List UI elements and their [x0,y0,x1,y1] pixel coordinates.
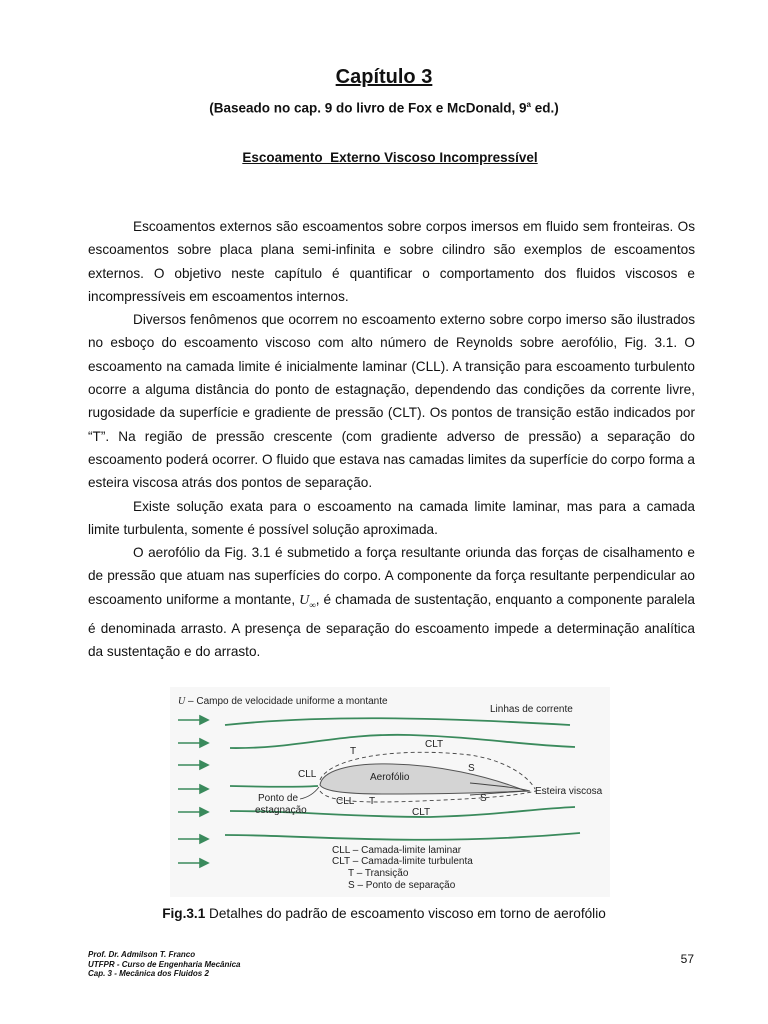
label-airfoil: Aerofólio [370,772,410,783]
label-t-lower: T [369,796,376,807]
label-s-lower: S [480,793,487,804]
figure-caption [0,906,768,921]
paragraph-4-end: , é chamada de sustentação, enquanto a componente paralela é denominada arrasto. A presença de separação do escoamento impede a determinação analítica da sustentação e do arrasto. [88,591,695,660]
label-stagnation-1: Ponto de [258,793,299,804]
label-stagnation-2: estagnação [255,805,307,816]
subtitle-end: ed.) [531,100,559,116]
airfoil-flow-figure [170,687,610,897]
footer-course: UTFPR - Curso de Engenharia Mecânica [88,959,241,969]
subtitle-text: (Baseado no cap. 9 do livro de Fox e McDonald, 9 [209,100,527,116]
paragraph-4 [88,541,695,663]
caption-label: Fig.3.1 [162,906,206,921]
legend-item: CLT – Camada-limite turbulenta [332,856,473,867]
u-infinity-symbol: $U_\infty$ [299,592,316,610]
paragraph-3: Existe solução exata para o escoamento na camada limite laminar, mas para a camada limite turbulenta, somente é possível solução aproximada. [88,498,695,537]
footer-chapter: Cap. 3 - Mecânica dos Fluidos 2 [88,969,209,978]
label-clt-upper: CLT [425,739,444,750]
legend-item: S – Ponto de separação [348,880,456,891]
section-title: Escoamento Externo Viscoso Incompressível [242,150,538,165]
label-wake: Esteira viscosa [535,786,603,797]
footer-author: Prof. Dr. Admilson T. Franco [88,950,196,959]
caption-text: Detalhes do padrão de escoamento viscoso em torno de aerofólio [205,906,606,921]
u-field-label: U – Campo de velocidade uniforme a montante [178,696,388,707]
label-clt-lower: CLT [412,807,431,818]
chapter-title: Capítulo 3 [335,66,433,88]
paragraph-1: Escoamentos externos são escoamentos sobre corpos imersos em fluido sem fronteiras. Os escoamentos sobre placa plana semi-infinita e sobre cilindro são exemplos de escoamentos externos. O objetivo neste capítulo é quantificar o comportamento dos fluidos viscosos e incompressíveis em escoamentos internos. [88,219,695,304]
label-cll-lower: CLL [336,796,355,807]
label-s-upper: S [468,763,475,774]
legend-item: CLL – Camada-limite laminar [332,845,462,856]
paragraph-4-start: O aerofólio da Fig. 3.1 é submetido a força resultante oriunda das forças de cisalhamento e de pressão que atuam nas superfícies do corpo. A componente da força resultante perpendicular ao escoamento uniforme a montante, [88,545,695,607]
streamline-stagnation [230,786,318,787]
label-t-upper: T [350,746,357,757]
legend-item: T – Transição [348,868,409,879]
page-number: 57 [680,952,694,966]
page-footer [88,950,240,979]
body-text [88,215,695,663]
chapter-subtitle [0,100,768,116]
subtitle-superscript: a [526,100,531,109]
paragraph-2: Diversos fenômenos que ocorrem no escoamento externo sobre corpo imerso são ilustrados no esboço do escoamento viscoso com alto número de Reynolds sobre aerofólio, Fig. 3.1. O escoamento na camada limite é inicialmente laminar (CLL). A transição para escoamento turbulento ocorre a alguma distância do ponto de estagnação, dependendo das condições da corrente livre, rugosidade da superfície e gradiente de pressão (CLT). Os pontos de transição estão indicados por “T”. Na região de pressão crescente (com gradiente adverso de pressão) a separação do escoamento poderá ocorrer. O fluido que estava nas camadas limites da superfície do corpo forma a esteira viscosa atrás dos pontos de separação. [88,312,695,491]
label-streamlines: Linhas de corrente [490,704,573,715]
label-cll-upper: CLL [298,769,317,780]
